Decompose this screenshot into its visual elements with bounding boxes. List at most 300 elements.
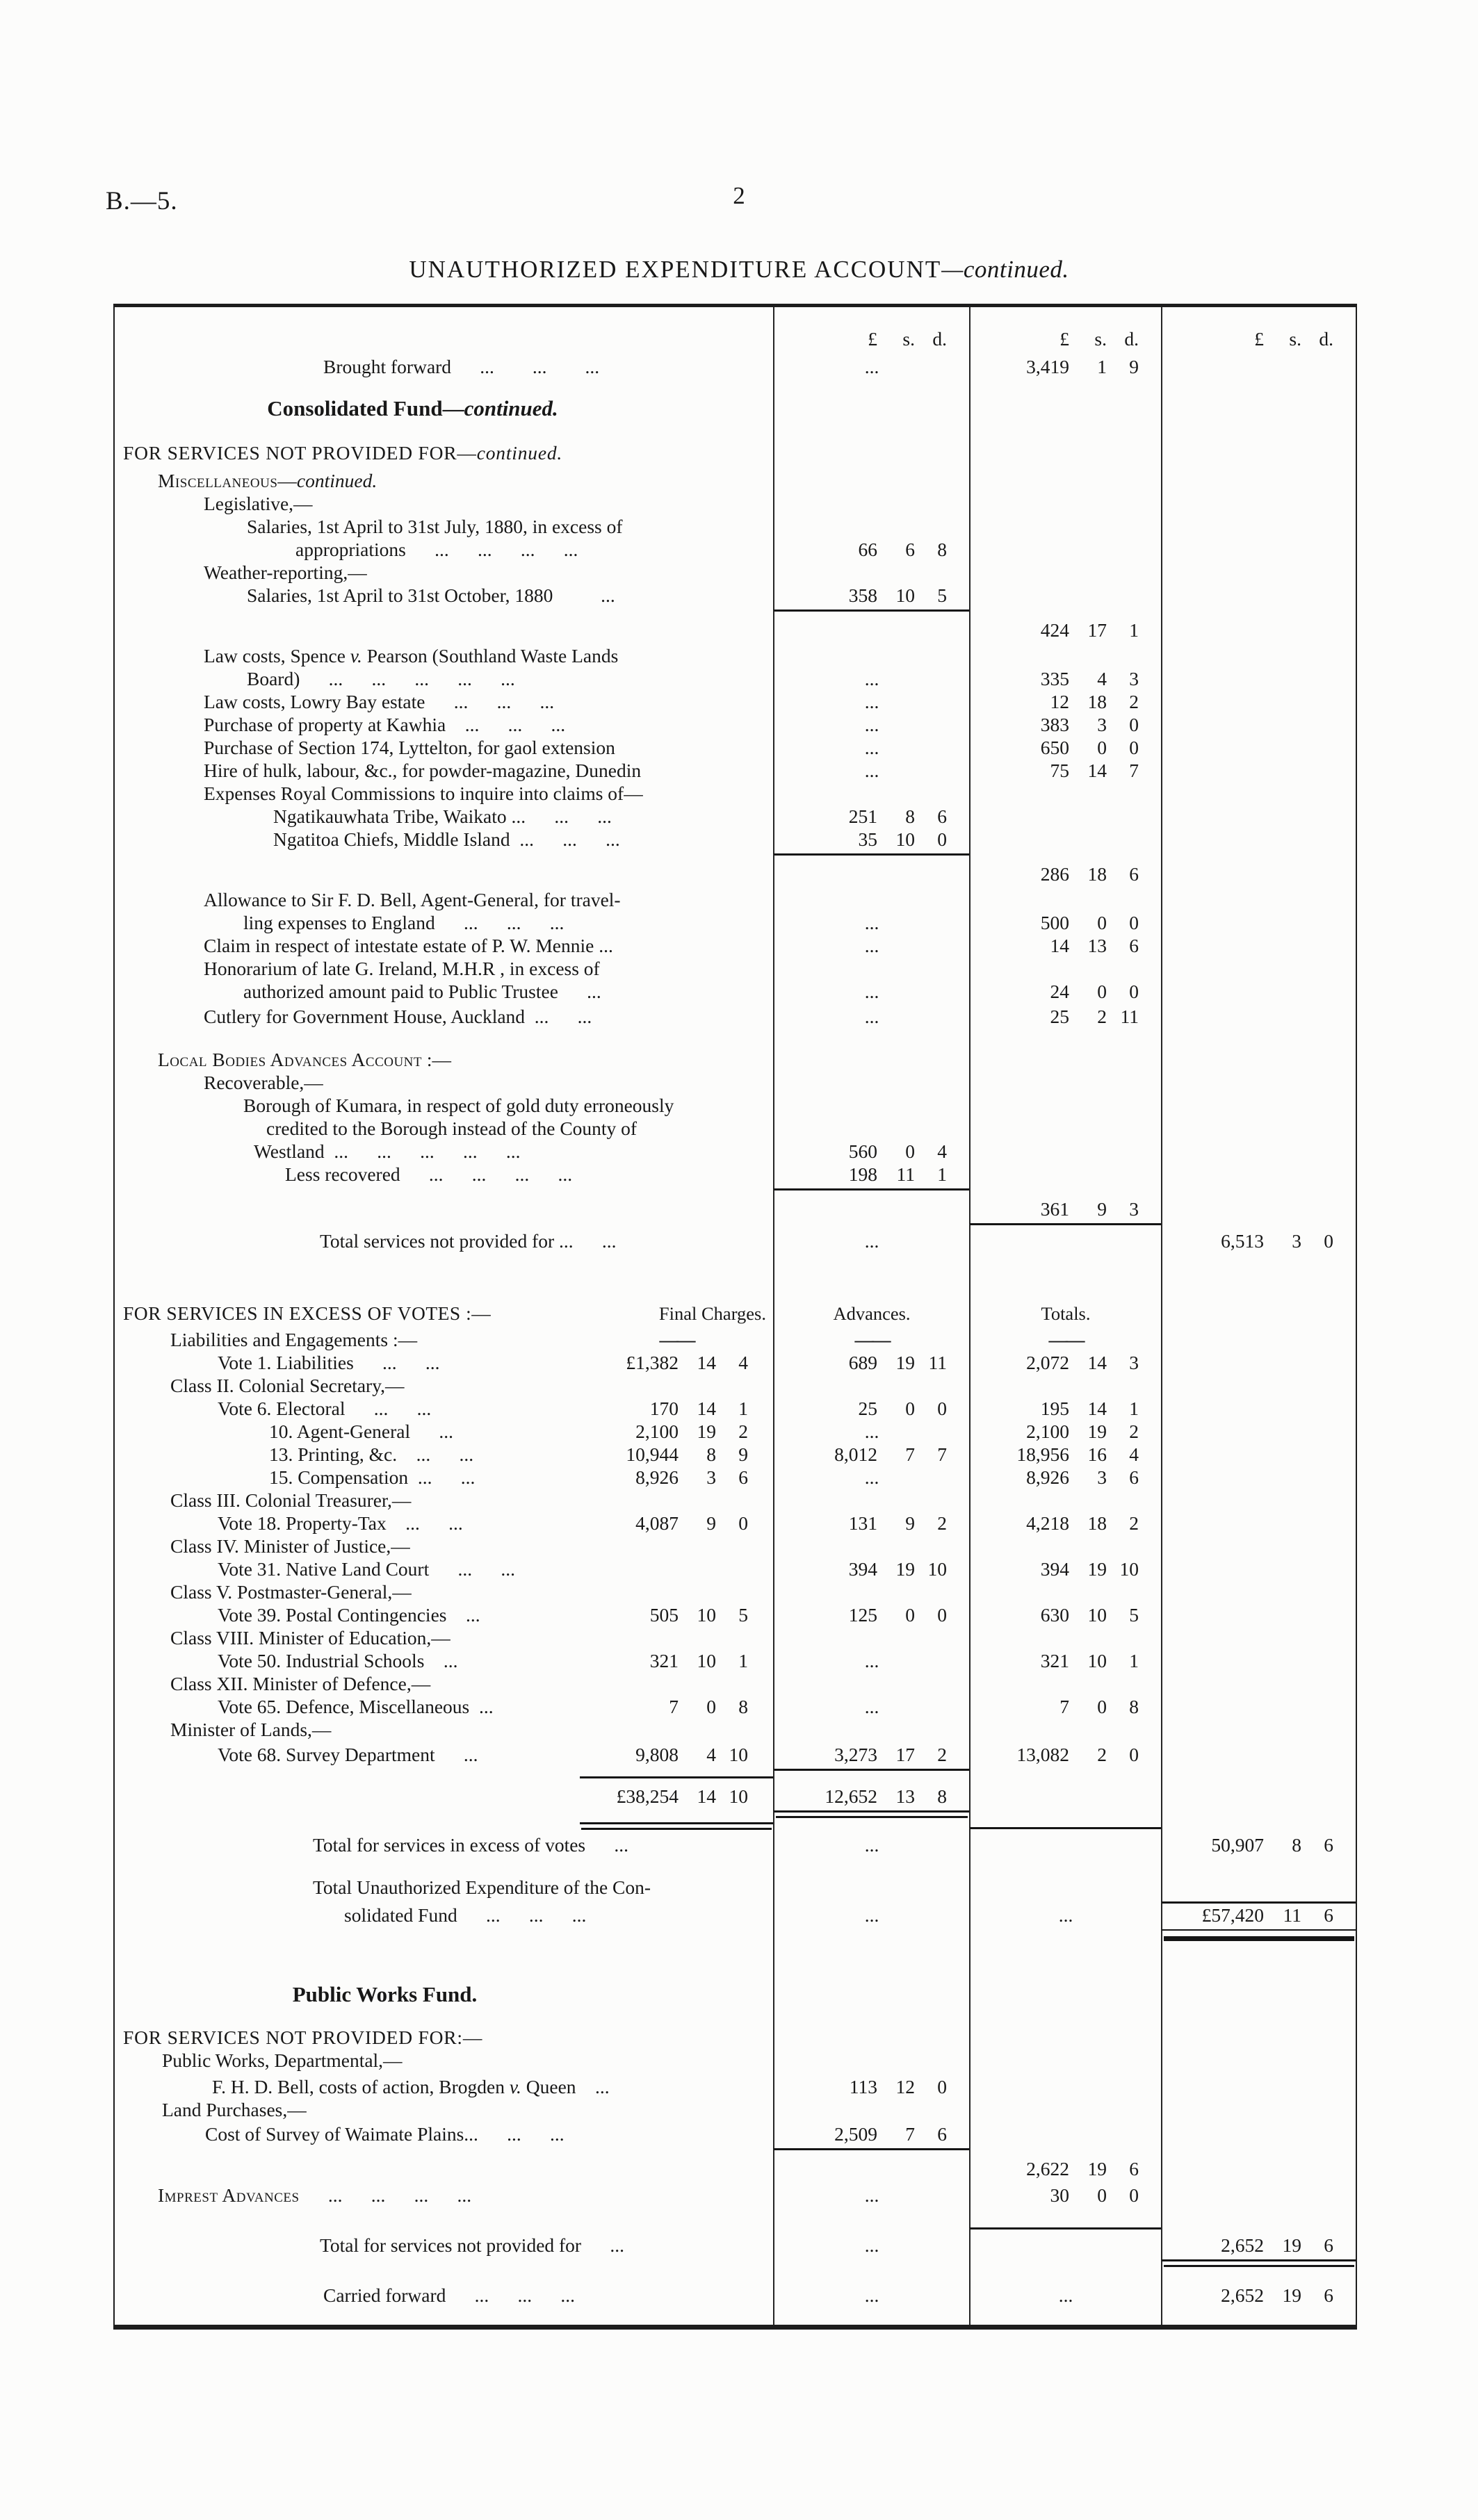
cell-money-3 xyxy=(1161,2148,1356,2159)
row-label: Claim in respect of intestate estate of P. W. Mennie ... xyxy=(204,935,613,957)
description-cell xyxy=(115,828,773,853)
pence-value: 10 xyxy=(927,1558,947,1580)
cell-money-1 xyxy=(773,1188,969,1200)
pence-value: 6 xyxy=(738,1466,748,1488)
cell-money-2 xyxy=(969,808,1161,831)
table-spacer-row xyxy=(115,2010,1356,2022)
cell-money-3 xyxy=(1161,1354,1356,1377)
pounds-value: 25 xyxy=(858,1398,877,1419)
table-row xyxy=(115,1327,1356,1354)
table-row xyxy=(115,1443,1356,1468)
row-brought-forward xyxy=(115,353,1356,381)
table-spacer-row xyxy=(115,2259,1356,2276)
cell-money-3 xyxy=(1161,2075,1356,2101)
row-label: Law costs, Lowry Bay estate ... ... ... xyxy=(204,691,555,713)
description-cell xyxy=(115,1400,773,1423)
shillings-value: 3 xyxy=(1097,714,1107,735)
cell-money-2 xyxy=(969,1443,1161,1468)
description-cell xyxy=(115,805,773,831)
pence-value: 6 xyxy=(1324,2284,1333,2306)
row-label: solidated Fund ... ... ... xyxy=(344,1904,587,1926)
cell-money-3 xyxy=(1161,1165,1356,1188)
table-spacer-row xyxy=(115,424,1356,438)
description-cell xyxy=(115,609,773,621)
cell-money-2 xyxy=(969,670,1161,693)
table-spacer-row xyxy=(115,381,1356,396)
description-cell xyxy=(115,1354,773,1377)
cell-money-1 xyxy=(773,891,969,914)
table-row xyxy=(115,960,1356,983)
pounds-value: 10,944 xyxy=(626,1443,679,1465)
pounds-value: 361 xyxy=(1040,1198,1069,1220)
shillings-value: 0 xyxy=(905,1398,915,1419)
cell-money-3 xyxy=(1161,914,1356,937)
cell-money-3 xyxy=(1161,983,1356,1006)
cell-money-3 xyxy=(1161,1491,1356,1514)
cell-money-3 xyxy=(1161,1327,1356,1354)
cell-money-3 xyxy=(1161,785,1356,808)
shillings-value: 12 xyxy=(895,2076,915,2097)
cell-money-3 xyxy=(1161,1606,1356,1629)
row-label: Cutlery for Government House, Auckland ... ... xyxy=(204,1006,592,1028)
table-spacer-row xyxy=(115,1950,1356,1978)
description-cell xyxy=(115,693,773,716)
description-cell xyxy=(115,1200,773,1223)
cell-money-3 xyxy=(1161,1859,1356,1879)
pence-value: d. xyxy=(1319,328,1333,350)
description-cell xyxy=(115,1443,773,1468)
row-label: Expenses Royal Commissions to inquire into claims of— xyxy=(204,783,643,805)
shillings-value: 7 xyxy=(905,2123,915,2145)
cell-money-2 xyxy=(969,693,1161,716)
row-label: Miscellaneous—continued. xyxy=(158,470,377,492)
description-cell xyxy=(115,1045,773,1074)
pounds-value: 30 xyxy=(1050,2184,1069,2206)
shillings-value: 6 xyxy=(905,539,915,560)
cell-money-1 xyxy=(773,2052,969,2075)
shillings-value: 19 xyxy=(697,1421,716,1442)
description-cell xyxy=(115,1537,773,1560)
shillings-value: 19 xyxy=(895,1352,915,1373)
cell-money-1 xyxy=(773,1859,969,1879)
pounds-value: 424 xyxy=(1040,619,1069,641)
cell-money-2 xyxy=(969,1827,1161,1859)
table-spacer-row xyxy=(115,1200,1356,1223)
table-row xyxy=(115,1097,1356,1120)
row-label: Land Purchases,— xyxy=(162,2099,307,2121)
cell-money-2 xyxy=(969,739,1161,762)
cell-money-2: ... xyxy=(969,2280,1161,2309)
cell-money-3 xyxy=(1161,1255,1356,1297)
description-cell xyxy=(115,1721,773,1744)
description-cell xyxy=(115,1120,773,1143)
pence-value: 5 xyxy=(738,1604,748,1626)
cell-money-1: ... xyxy=(773,716,969,739)
shillings-value: 2 xyxy=(1097,1744,1107,1765)
row-label: Total services not provided for ... ... xyxy=(320,1230,617,1252)
pounds-value: 286 xyxy=(1040,863,1069,885)
page-number: 2 xyxy=(733,182,745,209)
table-row xyxy=(115,1120,1356,1143)
shillings-value: 4 xyxy=(706,1744,716,1765)
description-cell xyxy=(115,1031,773,1045)
cell-money-3 xyxy=(1161,1929,1356,1950)
pence-value: 6 xyxy=(937,805,947,827)
cell-money-2 xyxy=(969,1377,1161,1400)
cell-money-1 xyxy=(773,647,969,670)
cell-money-1 xyxy=(773,1491,969,1514)
row-label: F. H. D. Bell, costs of action, Brogden v. Queen ... xyxy=(212,2076,610,2098)
cell-money-1 xyxy=(773,1120,969,1143)
cell-money-3 xyxy=(1161,1781,1356,1810)
cell-money-3 xyxy=(1161,1031,1356,1045)
cell-money-3 xyxy=(1161,1978,1356,2010)
row-label: Weather-reporting,— xyxy=(204,562,367,584)
cell-money-2 xyxy=(969,1781,1161,1810)
cell-money-2 xyxy=(969,937,1161,960)
description-cell xyxy=(115,1901,773,1929)
description-cell xyxy=(115,2183,773,2209)
cell-money-2 xyxy=(969,1560,1161,1583)
description-cell xyxy=(115,1606,773,1629)
row-total-pwf-not-provided xyxy=(115,2227,1356,2259)
pounds-value: £57,420 xyxy=(1201,1904,1264,1926)
cell-money-2 xyxy=(969,2309,1161,2325)
row-label: Salaries, 1st April to 31st July, 1880, in excess of xyxy=(247,516,623,538)
table-row xyxy=(115,1140,1356,1165)
pence-value: 2 xyxy=(937,1744,947,1765)
description-cell xyxy=(115,914,773,937)
shillings-value: 10 xyxy=(895,828,915,850)
description-cell xyxy=(115,1491,773,1514)
cell-money-3 xyxy=(1161,564,1356,587)
table-spacer-row xyxy=(115,2148,1356,2159)
cell-money-2 xyxy=(969,2101,1161,2124)
pence-value: 8 xyxy=(1129,1696,1139,1717)
page-title-main: UNAUTHORIZED EXPENDITURE ACCOUNT xyxy=(409,256,942,283)
description-cell xyxy=(115,467,773,495)
shillings-value: 14 xyxy=(1087,1352,1107,1373)
shillings-value: 7 xyxy=(905,1443,915,1465)
description-cell xyxy=(115,937,773,960)
pence-value: 6 xyxy=(937,2123,947,2145)
description-cell xyxy=(115,1769,773,1781)
table-row xyxy=(115,1537,1356,1560)
shillings-value: 4 xyxy=(1097,668,1107,689)
row-label: Class III. Colonial Treasurer,— xyxy=(170,1489,412,1512)
table-row xyxy=(115,1744,1356,1769)
row-label: Class XII. Minister of Defence,— xyxy=(170,1673,431,1695)
cell-money-3 xyxy=(1161,1045,1356,1074)
cell-money-2 xyxy=(969,2010,1161,2022)
pence-value: 6 xyxy=(1129,2158,1139,2179)
table-row xyxy=(115,2022,1356,2052)
cell-money-3 xyxy=(1161,1097,1356,1120)
cell-money-3 xyxy=(1161,647,1356,670)
shillings-value: 17 xyxy=(895,1744,915,1765)
row-label: Total for services not provided for ... xyxy=(320,2234,624,2257)
pence-value: 0 xyxy=(1129,981,1139,1002)
table-row xyxy=(115,1675,1356,1698)
shillings-value: 19 xyxy=(1087,1558,1107,1580)
pence-value: 2 xyxy=(1129,1421,1139,1442)
pence-value: d. xyxy=(1124,328,1139,350)
table-spacer-row xyxy=(115,2309,1356,2325)
description-cell xyxy=(115,2049,773,2075)
table-row xyxy=(115,983,1356,1006)
description-cell xyxy=(115,1827,773,1859)
cell-final-charges xyxy=(580,1604,773,1629)
cell-money-3 xyxy=(1161,1652,1356,1675)
description-cell xyxy=(115,1560,773,1583)
cell-money-2 xyxy=(969,1491,1161,1514)
cell-money-1 xyxy=(773,495,969,518)
cell-money-3 xyxy=(1161,831,1356,853)
shillings-value: 18 xyxy=(1087,1512,1107,1534)
pounds-value: 2,100 xyxy=(1026,1421,1069,1442)
section-services-not-provided xyxy=(115,438,1356,467)
shillings-value: 3 xyxy=(1292,1230,1301,1252)
cell-money-1 xyxy=(773,381,969,396)
row-label: Law costs, Spence v. Pearson (Southland Waste Lands xyxy=(204,645,619,667)
table-row xyxy=(115,1583,1356,1606)
description-cell xyxy=(115,621,773,644)
table-row xyxy=(115,1400,1356,1423)
pence-value: 6 xyxy=(1129,1466,1139,1488)
cell-money-2 xyxy=(969,1537,1161,1560)
cell-money-2 xyxy=(969,1606,1161,1629)
money-column-headers xyxy=(115,325,1356,353)
table-row xyxy=(115,541,1356,564)
shillings-value: 9 xyxy=(1097,1198,1107,1220)
pounds-value: 505 xyxy=(649,1604,679,1626)
table-spacer-row xyxy=(115,865,1356,888)
cell-money-3 xyxy=(1161,2309,1356,2325)
row-label: Class V. Postmaster-General,— xyxy=(170,1581,412,1603)
description-cell xyxy=(115,1255,773,1297)
cell-money-2 xyxy=(969,467,1161,495)
row-label: Imprest Advances ... ... ... ... xyxy=(158,2184,472,2207)
cell-final-charges xyxy=(580,1650,773,1675)
pounds-value: £38,254 xyxy=(616,1785,679,1807)
row-label: Vote 50. Industrial Schools ... xyxy=(218,1650,458,1672)
cell-money-3 xyxy=(1161,325,1356,353)
table-row xyxy=(115,1721,1356,1744)
cell-money-3 xyxy=(1161,1120,1356,1143)
description-cell xyxy=(115,2259,773,2276)
expenditure-table xyxy=(113,304,1357,2330)
table-row xyxy=(115,1377,1356,1400)
cell-money-2 xyxy=(969,1045,1161,1074)
cell-money-2 xyxy=(969,891,1161,914)
cell-money-2: —— xyxy=(969,1327,1161,1354)
cell-money-3 xyxy=(1161,1514,1356,1537)
shillings-value: 14 xyxy=(697,1398,716,1419)
shillings-value: 18 xyxy=(1087,691,1107,712)
cell-money-3 xyxy=(1161,1583,1356,1606)
pence-value: 0 xyxy=(937,1604,947,1626)
cell-money-2: Totals. xyxy=(969,1297,1161,1327)
shillings-value: s. xyxy=(1094,328,1107,350)
table-spacer-row xyxy=(115,1188,1356,1200)
cell-final-charges xyxy=(580,1466,773,1491)
cell-money-2 xyxy=(969,325,1161,353)
section-public-works-fund xyxy=(115,1978,1356,2010)
row-label: Allowance to Sir F. D. Bell, Agent-General, for travel- xyxy=(204,889,621,911)
pence-value: 8 xyxy=(937,539,947,560)
pounds-value: 4,218 xyxy=(1026,1512,1069,1534)
cell-money-3 xyxy=(1161,1950,1356,1978)
cell-money-1 xyxy=(773,1443,969,1468)
cell-money-1 xyxy=(773,1200,969,1223)
table-row xyxy=(115,828,1356,853)
table-row xyxy=(115,2183,1356,2209)
cell-money-1 xyxy=(773,2022,969,2052)
page-title xyxy=(0,256,1478,284)
pounds-value: 394 xyxy=(1040,1558,1069,1580)
cell-money-3 xyxy=(1161,1537,1356,1560)
cell-money-2 xyxy=(969,1744,1161,1769)
pounds-value: 2,072 xyxy=(1026,1352,1069,1373)
description-cell xyxy=(115,2075,773,2101)
cell-money-3 xyxy=(1161,1827,1356,1859)
description-cell xyxy=(115,853,773,865)
table-row xyxy=(115,1074,1356,1097)
shillings-value: 19 xyxy=(1282,2284,1301,2306)
table-row xyxy=(115,1876,1356,1901)
shillings-value: 13 xyxy=(895,1785,915,1807)
table-row xyxy=(115,693,1356,716)
description-cell xyxy=(115,1950,773,1978)
row-label: Total Unauthorized Expenditure of the Con- xyxy=(313,1876,651,1899)
shillings-value: 17 xyxy=(1087,619,1107,641)
cell-money-2 xyxy=(969,1400,1161,1423)
cell-money-1 xyxy=(773,1537,969,1560)
description-cell xyxy=(115,1859,773,1879)
cell-money-2 xyxy=(969,831,1161,853)
pence-value: 6 xyxy=(1324,1904,1333,1926)
cell-final-charges xyxy=(580,1421,773,1446)
cell-money-3 xyxy=(1161,518,1356,541)
section-consolidated-fund xyxy=(115,396,1356,424)
table-spacer-row xyxy=(115,853,1356,865)
shillings-value: 10 xyxy=(895,584,915,606)
cell-money-2 xyxy=(969,1200,1161,1223)
row-label: Purchase of Section 174, Lyttelton, for gaol extension xyxy=(204,737,615,759)
table-row xyxy=(115,2124,1356,2148)
table-row xyxy=(115,1468,1356,1491)
cell-final-charges: —— xyxy=(659,1329,694,1350)
pence-value: 11 xyxy=(1120,1006,1139,1027)
pence-value: 5 xyxy=(1129,1604,1139,1626)
pence-value: 6 xyxy=(1129,863,1139,885)
pence-value: 0 xyxy=(937,2076,947,2097)
table-row xyxy=(115,467,1356,495)
cell-money-3 xyxy=(1161,670,1356,693)
cell-money-1 xyxy=(773,1879,969,1901)
cell-money-3 xyxy=(1161,381,1356,396)
cell-money-1 xyxy=(773,1629,969,1652)
row-label: ling expenses to England ... ... ... xyxy=(243,912,565,934)
row-label: Hire of hulk, labour, &c., for powder-magazine, Dunedin xyxy=(204,760,642,782)
table-row xyxy=(115,805,1356,831)
cell-money-3 xyxy=(1161,467,1356,495)
pence-value: 2 xyxy=(937,1512,947,1534)
row-label: Consolidated Fund—continued. xyxy=(267,396,558,421)
shillings-value: s. xyxy=(1289,328,1301,350)
cell-money-1 xyxy=(773,1721,969,1744)
table-row xyxy=(115,1514,1356,1537)
cell-money-1: ... xyxy=(773,937,969,960)
table-spacer-row xyxy=(115,1929,1356,1950)
cell-money-1: ... xyxy=(773,670,969,693)
pence-value: 2 xyxy=(738,1421,748,1442)
description-cell xyxy=(115,1097,773,1120)
row-label: Borough of Kumara, in respect of gold duty erroneously xyxy=(243,1095,674,1117)
row-label: Ngatitoa Chiefs, Middle Island ... ... ... xyxy=(273,828,620,851)
cell-money-3 xyxy=(1161,739,1356,762)
table-spacer-row xyxy=(115,307,1356,325)
pence-value: 0 xyxy=(738,1512,748,1534)
pence-value: 0 xyxy=(937,1398,947,1419)
pence-value: 6 xyxy=(1324,2234,1333,2256)
description-cell xyxy=(115,2101,773,2124)
row-label: Vote 18. Property-Tax ... ... xyxy=(218,1512,463,1535)
row-total-services-not-provided xyxy=(115,1223,1356,1255)
cell-money-2 xyxy=(969,1143,1161,1165)
cell-money-1: ... xyxy=(773,914,969,937)
description-cell xyxy=(115,2280,773,2309)
pounds-value: 321 xyxy=(1040,1650,1069,1671)
cell-money-1: ... xyxy=(773,1468,969,1491)
pence-value: 4 xyxy=(937,1140,947,1162)
cell-final-charges xyxy=(580,1443,773,1468)
cell-money-1 xyxy=(773,307,969,325)
cell-money-3 xyxy=(1161,2259,1356,2276)
cell-money-3 xyxy=(1161,1721,1356,1744)
row-label: 10. Agent-General ... xyxy=(269,1421,453,1443)
cell-money-3 xyxy=(1161,1297,1356,1327)
cell-money-2 xyxy=(969,1423,1161,1446)
row-label: Total for services in excess of votes ... xyxy=(313,1834,628,1856)
cell-final-charges xyxy=(580,1744,773,1769)
cell-money-2 xyxy=(969,307,1161,325)
cell-money-3 xyxy=(1161,307,1356,325)
cell-money-2 xyxy=(969,2124,1161,2148)
pence-value: 0 xyxy=(1129,2184,1139,2206)
pounds-value: 8,926 xyxy=(635,1466,679,1488)
cell-money-2 xyxy=(969,564,1161,587)
pounds-value: 2,100 xyxy=(635,1421,679,1442)
pence-value: 3 xyxy=(1129,1352,1139,1373)
pounds-value: 3,273 xyxy=(834,1744,877,1765)
table-spacer-row xyxy=(115,2209,1356,2227)
cell-money-2 xyxy=(969,1929,1161,1950)
shillings-value: 14 xyxy=(1087,1398,1107,1419)
shillings-value: 0 xyxy=(1097,981,1107,1002)
description-cell xyxy=(115,1876,773,1901)
row-label: Less recovered ... ... ... ... xyxy=(285,1163,573,1186)
pounds-value: 9,808 xyxy=(635,1744,679,1765)
pounds-value: 2,622 xyxy=(1026,2158,1069,2179)
cell-money-3 xyxy=(1161,960,1356,983)
cell-money-2 xyxy=(969,2159,1161,2183)
cell-money-1 xyxy=(773,785,969,808)
cell-money-1: ... xyxy=(773,2227,969,2259)
pounds-value: 560 xyxy=(848,1140,877,1162)
shillings-value: 19 xyxy=(895,1558,915,1580)
cell-money-1: ... xyxy=(773,762,969,785)
